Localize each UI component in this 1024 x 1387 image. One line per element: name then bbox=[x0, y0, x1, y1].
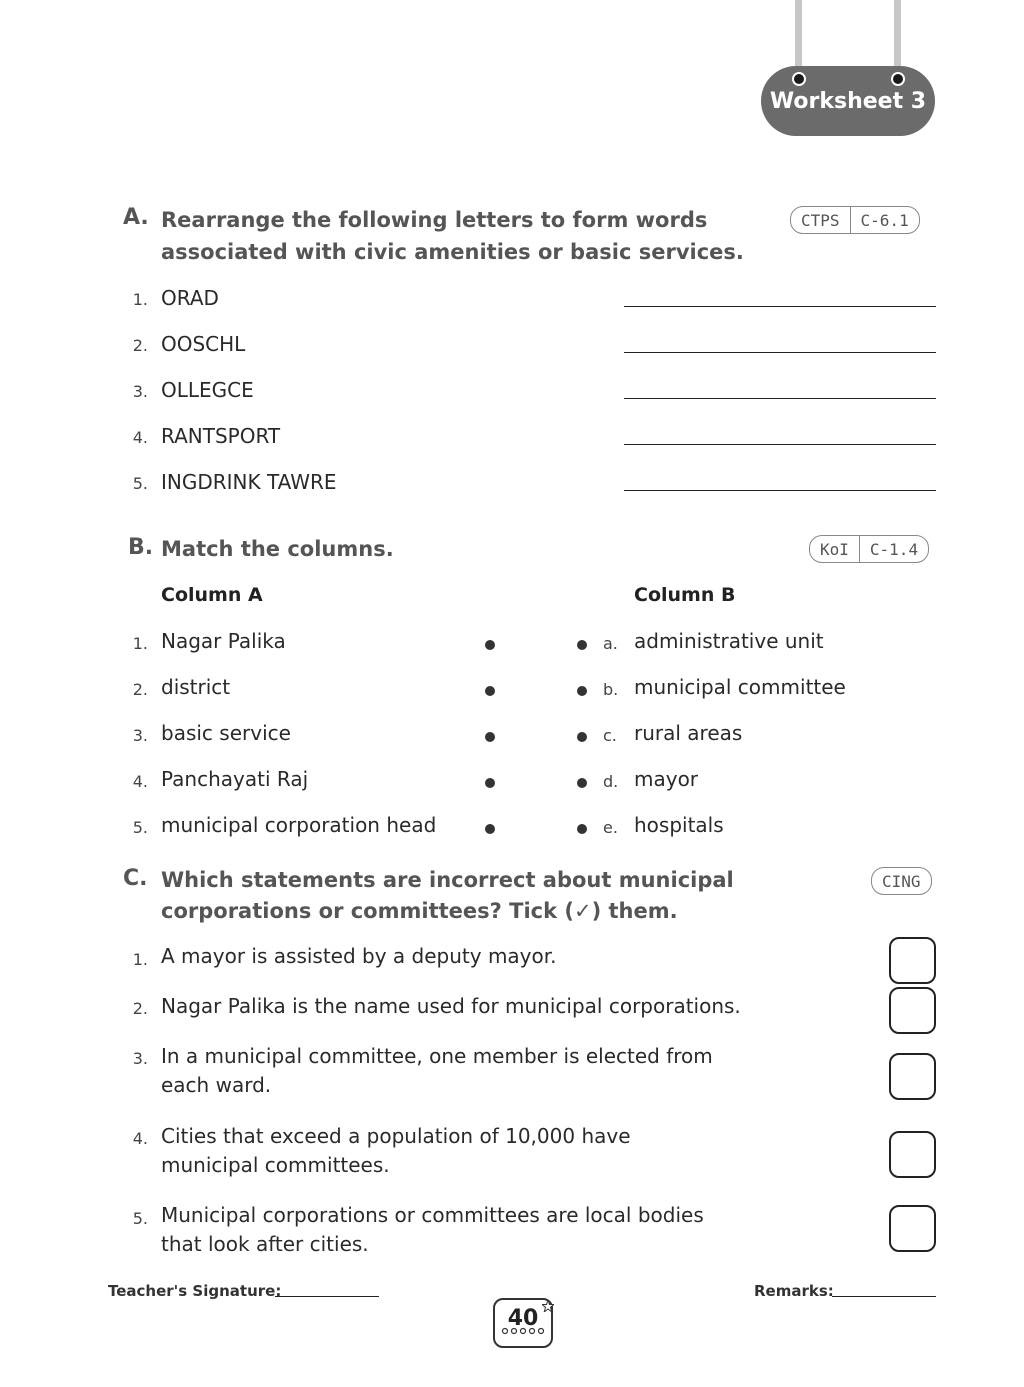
statement: Municipal corporations or committees are local bodies bbox=[161, 1203, 704, 1227]
section-c-badge bbox=[871, 867, 932, 895]
item-number: 3. bbox=[132, 382, 148, 401]
statement: Nagar Palika is the name used for municipal corporations. bbox=[161, 994, 741, 1018]
column-a-item: basic service bbox=[161, 721, 291, 745]
tick-checkbox[interactable] bbox=[889, 1205, 936, 1252]
item-number: 5. bbox=[132, 1209, 148, 1228]
tick-checkbox[interactable] bbox=[889, 1053, 936, 1100]
column-a-header: Column A bbox=[161, 584, 263, 606]
tick-checkbox[interactable] bbox=[889, 1131, 936, 1178]
match-dot-left[interactable] bbox=[485, 640, 495, 650]
statement-continued: each ward. bbox=[161, 1073, 272, 1097]
badge-ref: C-6.1 bbox=[850, 207, 919, 233]
column-b-header: Column B bbox=[634, 584, 736, 606]
column-a-item: Panchayati Raj bbox=[161, 767, 309, 791]
scrambled-word: INGDRINK TAWRE bbox=[161, 470, 337, 494]
section-b-letter: B. bbox=[128, 535, 154, 560]
match-dot-left[interactable] bbox=[485, 686, 495, 696]
item-number: 5. bbox=[132, 474, 148, 493]
column-b-letter: c. bbox=[603, 726, 617, 745]
star-icon bbox=[542, 1300, 554, 1312]
item-number: 4. bbox=[132, 428, 148, 447]
tick-checkbox[interactable] bbox=[889, 937, 936, 984]
worksheet-title-text: Worksheet 3 bbox=[769, 88, 927, 114]
answer-line[interactable] bbox=[624, 306, 936, 307]
column-b-item: administrative unit bbox=[634, 629, 824, 653]
statement-continued: that look after cities. bbox=[161, 1232, 369, 1256]
teacher-signature-label: Teacher's Signature: bbox=[108, 1282, 282, 1300]
answer-line[interactable] bbox=[624, 398, 936, 399]
answer-line[interactable] bbox=[624, 352, 936, 353]
match-dot-left[interactable] bbox=[485, 732, 495, 742]
section-a-badge bbox=[790, 206, 920, 234]
column-b-letter: a. bbox=[603, 634, 618, 653]
section-b-title: Match the columns. bbox=[161, 537, 394, 561]
badge-ref: C-1.4 bbox=[859, 536, 928, 562]
section-b-badge bbox=[809, 535, 929, 563]
scrambled-word: OLLEGCE bbox=[161, 378, 254, 402]
scrambled-word: RANTSPORT bbox=[161, 424, 281, 448]
item-number: 1. bbox=[132, 950, 148, 969]
tick-checkbox[interactable] bbox=[889, 987, 936, 1034]
badge-code: CING bbox=[882, 871, 921, 891]
tag-hole-right bbox=[891, 72, 905, 86]
scrambled-word: OOSCHL bbox=[161, 332, 246, 356]
column-b-item: mayor bbox=[634, 767, 699, 791]
item-number: 2. bbox=[132, 336, 148, 355]
section-a-letter: A. bbox=[123, 205, 149, 230]
teacher-signature-line[interactable] bbox=[275, 1296, 379, 1297]
statement: Cities that exceed a population of 10,000 have bbox=[161, 1124, 631, 1148]
column-a-item: municipal corporation head bbox=[161, 813, 437, 837]
item-number: 1. bbox=[132, 290, 148, 309]
answer-line[interactable] bbox=[624, 490, 936, 491]
section-c-title-line2: corporations or committees? Tick (✓) them. bbox=[161, 899, 678, 923]
item-number: 5. bbox=[132, 818, 148, 837]
column-b-item: municipal committee bbox=[634, 675, 846, 699]
badge-code: KoI bbox=[820, 539, 849, 559]
column-a-item: district bbox=[161, 675, 231, 699]
page-number-decoration bbox=[495, 1325, 551, 1337]
match-dot-right[interactable] bbox=[577, 686, 587, 696]
badge-code: CTPS bbox=[801, 210, 840, 230]
match-dot-right[interactable] bbox=[577, 778, 587, 788]
match-dot-right[interactable] bbox=[577, 640, 587, 650]
column-b-letter: b. bbox=[603, 680, 619, 699]
worksheet-title bbox=[761, 66, 935, 136]
match-dot-left[interactable] bbox=[485, 824, 495, 834]
item-number: 2. bbox=[132, 999, 148, 1018]
item-number: 2. bbox=[132, 680, 148, 699]
item-number: 3. bbox=[132, 1049, 148, 1068]
match-dot-right[interactable] bbox=[577, 824, 587, 834]
item-number: 1. bbox=[132, 634, 148, 653]
item-number: 3. bbox=[132, 726, 148, 745]
column-b-item: hospitals bbox=[634, 813, 724, 837]
section-c-title-line1: Which statements are incorrect about municipal bbox=[161, 868, 734, 892]
tag-hole-left bbox=[792, 72, 806, 86]
section-c-letter: C. bbox=[123, 866, 148, 891]
item-number: 4. bbox=[132, 772, 148, 791]
statement-continued: municipal committees. bbox=[161, 1153, 390, 1177]
column-b-letter: e. bbox=[603, 818, 618, 837]
column-a-item: Nagar Palika bbox=[161, 629, 286, 653]
column-b-letter: d. bbox=[603, 772, 619, 791]
remarks-line[interactable] bbox=[832, 1296, 936, 1297]
answer-line[interactable] bbox=[624, 444, 936, 445]
item-number: 4. bbox=[132, 1129, 148, 1148]
statement: A mayor is assisted by a deputy mayor. bbox=[161, 944, 557, 968]
section-a-title-line2: associated with civic amenities or basic services. bbox=[161, 240, 744, 264]
statement: In a municipal committee, one member is elected from bbox=[161, 1044, 713, 1068]
scrambled-word: ORAD bbox=[161, 286, 219, 310]
remarks-label: Remarks: bbox=[754, 1282, 834, 1300]
match-dot-left[interactable] bbox=[485, 778, 495, 788]
column-b-item: rural areas bbox=[634, 721, 743, 745]
page-number-text: 40 bbox=[507, 1306, 539, 1331]
section-a-title-line1: Rearrange the following letters to form words bbox=[161, 208, 708, 232]
match-dot-right[interactable] bbox=[577, 732, 587, 742]
